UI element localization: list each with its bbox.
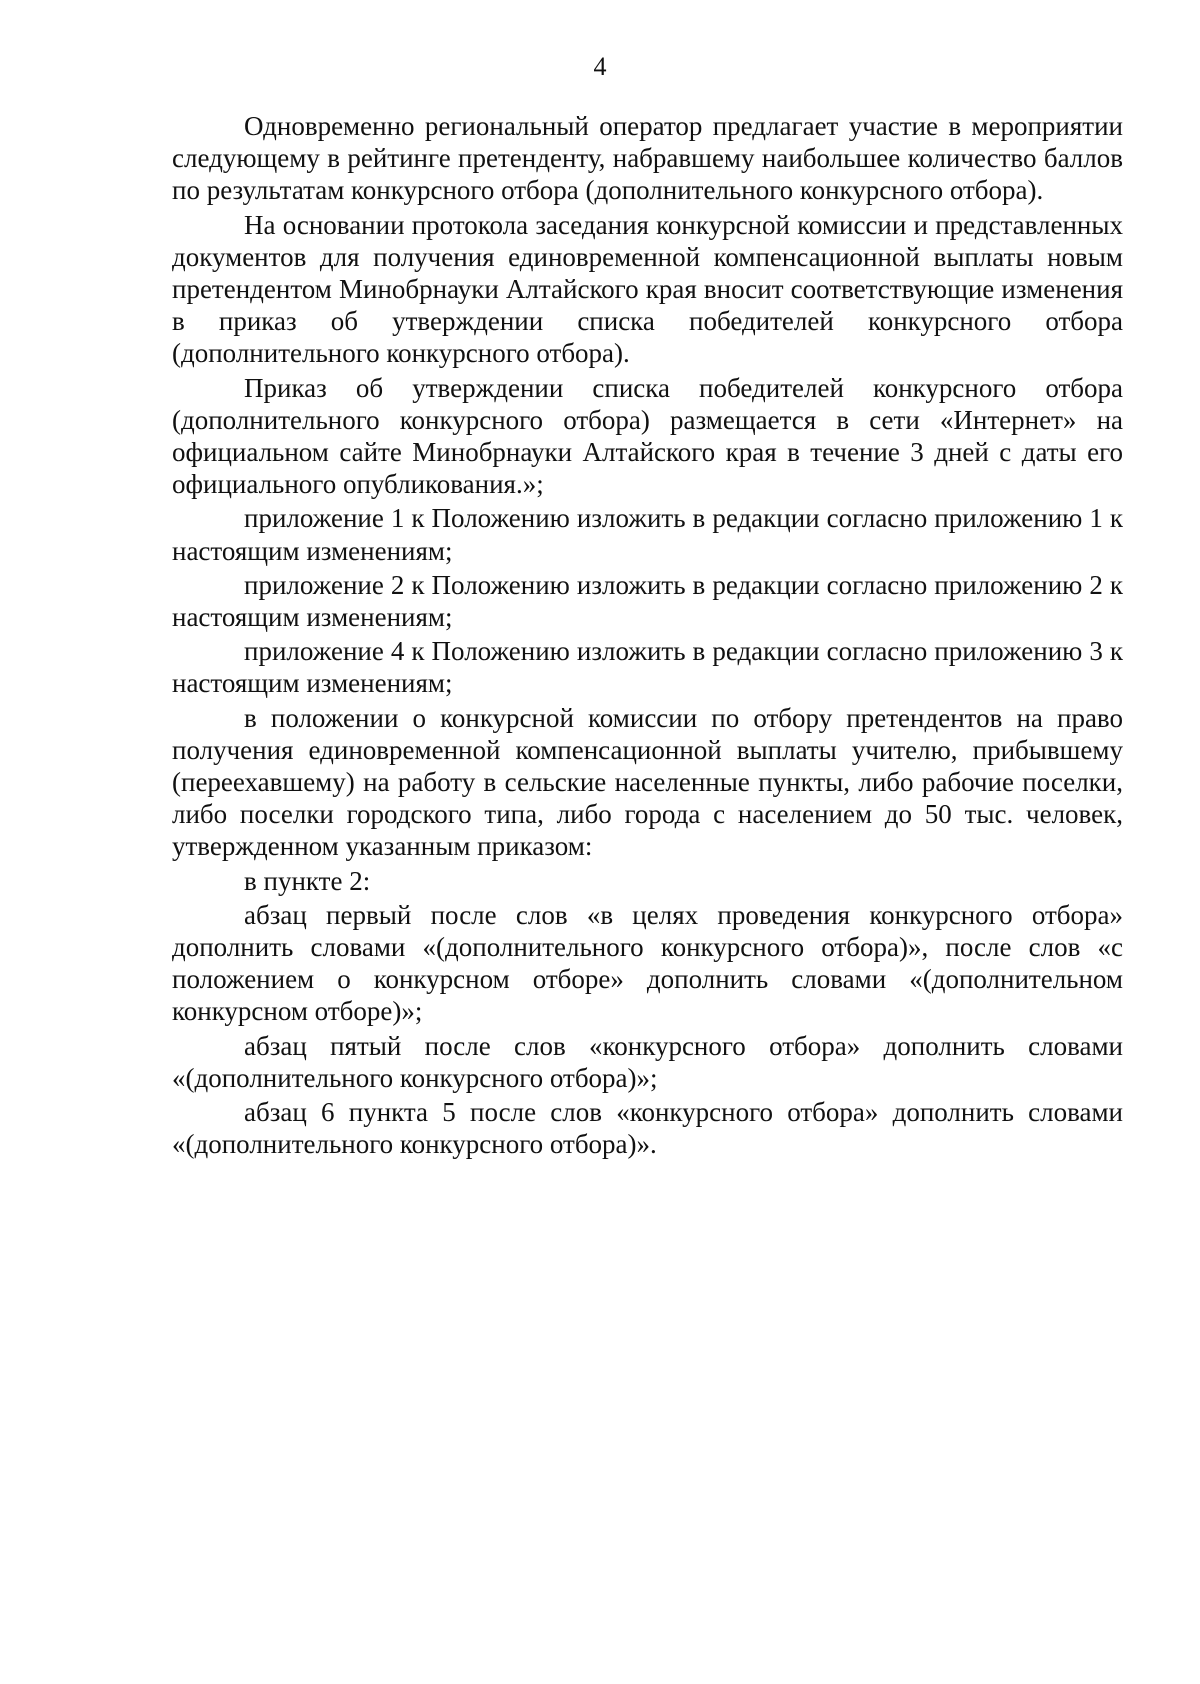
paragraph-appendix-4: приложение 4 к Положению изложить в редакции согласно приложению 3 к настоящим изменениям;	[172, 636, 1123, 699]
paragraph-commission-regulation: в положении о конкурсной комиссии по отбору претендентов на право получения единовременной компенсационной выплаты учителю, прибывшему (переехавшему) на работу в сельские населенные пункты, либо рабочие поселки, либо поселки городского типа, либо города с населением до 50 тыс. человек, утвержденном указанным приказом:	[172, 702, 1123, 862]
paragraph-regional-operator-offer: Одновременно региональный оператор предлагает участие в мероприятии следующему в рейтинге претенденту, набравшему наибольшее количество баллов по результатам конкурсного отбора (дополнительного конкурсного отбора).	[172, 111, 1123, 206]
page-number: 4	[593, 52, 607, 81]
paragraph-appendix-2: приложение 2 к Положению изложить в редакции согласно приложению 2 к настоящим изменениям;	[172, 569, 1123, 633]
paragraph-order-publication: Приказ об утверждении списка победителей конкурсного отбора (дополнительного конкурсного отбора) размещается в сети «Интернет» на официальном сайте Минобрнауки Алтайского края в течение 3 дней с даты его официального опубликования.»;	[172, 372, 1123, 500]
paragraph-first-abstract: абзац первый после слов «в целях проведения конкурсного отбора» дополнить словами «(дополнительного конкурсного отбора)», после слов «с положением о конкурсном отборе» дополнить словами «(дополнительном конкурсном отборе)»;	[172, 899, 1123, 1027]
paragraph-point-2: в пункте 2:	[244, 865, 371, 896]
paragraph-protocol-basis: На основании протокола заседания конкурсной комиссии и представленных документов для получения единовременной компенсационной выплаты новым претендентом Минобрнауки Алтайского края вносит соответствующие изменения в приказ об утверждении списка победителей конкурсного отбора (дополнительного конкурсного отбора).	[172, 209, 1123, 369]
paragraph-sixth-abstract: абзац 6 пункта 5 после слов «конкурсного отбора» дополнить словами «(дополнительного конкурсного отбора)».	[172, 1097, 1123, 1160]
paragraph-fifth-abstract: абзац пятый после слов «конкурсного отбора» дополнить словами «(дополнительного конкурсного отбора)»;	[172, 1030, 1123, 1093]
paragraph-appendix-1: приложение 1 к Положению изложить в редакции согласно приложению 1 к настоящим изменениям;	[172, 503, 1123, 566]
document-body	[172, 110, 1123, 1163]
